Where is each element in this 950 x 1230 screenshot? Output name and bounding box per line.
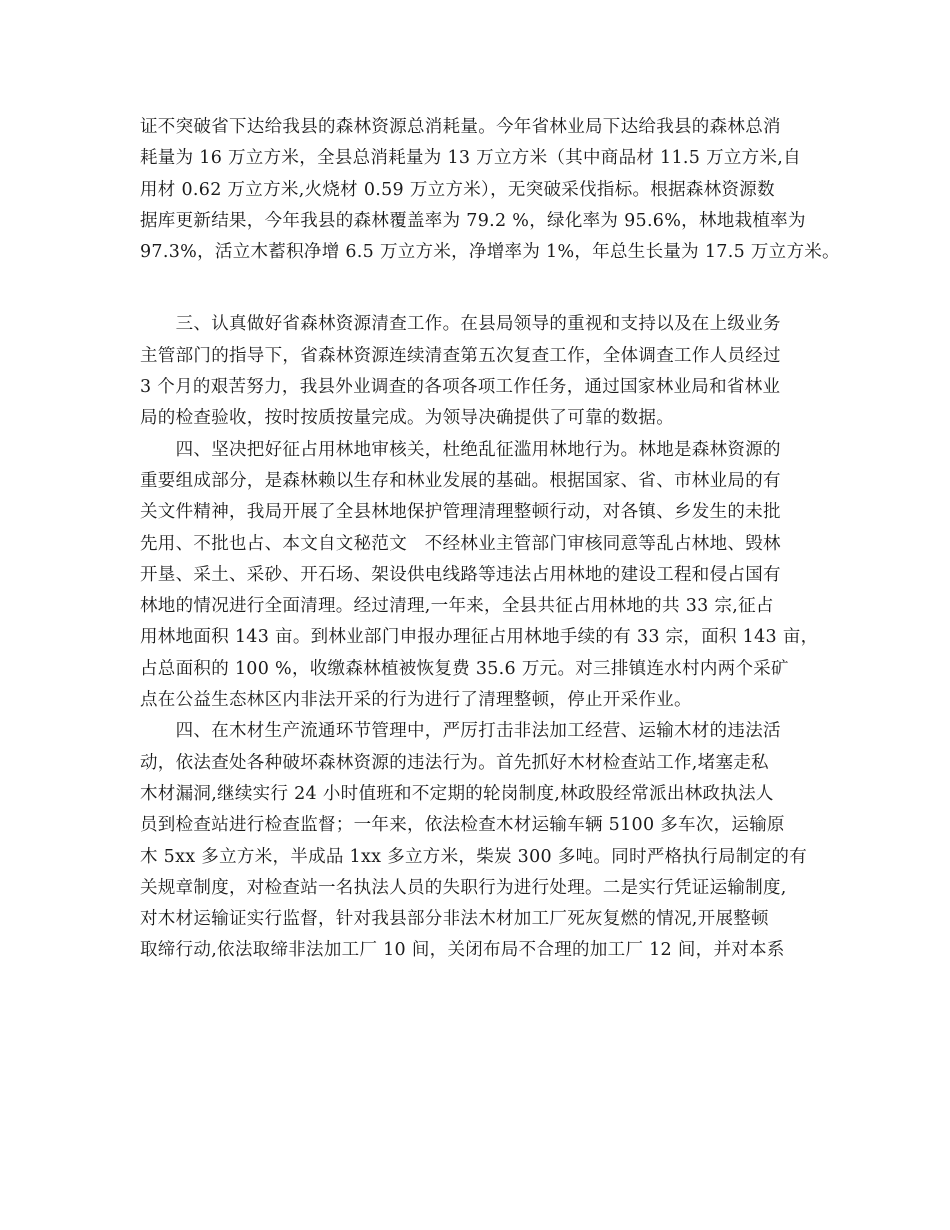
text-line: 主管部门的指导下，省森林资源连续清查第五次复查工作，全体调查工作人员经过 [140, 345, 781, 366]
text-line: 四、坚决把好征占用林地审核关，杜绝乱征滥用林地行为。林地是森林资源的 [140, 439, 781, 460]
text-line: 3 个月的艰苦努力，我县外业调查的各项各项工作任务，通过国家林业局和省林业 [140, 377, 781, 398]
document-body [140, 112, 840, 967]
text-line: 据库更新结果，今年我县的森林覆盖率为 79.2 %，绿化率为 95.6%，林地栽植率为 [140, 210, 806, 231]
text-line: 林地的情况进行全面清理。经过清理,一年来，全县共征占用林地的共 33 宗,征占 [140, 596, 774, 617]
text-line: 取缔行动,依法取缔非法加工厂 10 间，关闭布局不合理的加工厂 12 间，并对本系 [140, 940, 785, 961]
text-line: 用材 0.62 万立方米,火烧材 0.59 万立方米），无突破采伐指标。根据森林资源数 [140, 179, 775, 200]
text-line: 木材漏洞,继续实行 24 小时值班和不定期的轮岗制度,林政股经常派出林政执法人 [140, 783, 774, 804]
text-line: 97.3%，活立木蓄积净增 6.5 万立方米，净增率为 1%，年总生长量为 17.5 万立方米。 [140, 242, 840, 263]
paragraphs-sections [140, 309, 820, 966]
text-line: 开垦、采土、采砂、开石场、架设供电线路等违法占用林地的建设工程和侵占国有 [140, 564, 781, 585]
text-line: 关文件精神，我局开展了全县林地保护管理清理整顿行动，对各镇、乡发生的未批 [140, 502, 781, 523]
text-line: 关规章制度，对检查站一名执法人员的失职行为进行处理。二是实行凭证运输制度, [140, 877, 787, 898]
text-line: 用林地面积 143 亩。到林业部门申报办理征占用林地手续的有 33 宗，面积 143 亩， [140, 627, 819, 648]
paragraph-gap [140, 268, 820, 309]
text-line: 点在公益生态林区内非法开采的行为进行了清理整顿，停止开采作业。 [140, 690, 692, 711]
text-line: 重要组成部分，是森林赖以生存和林业发展的基础。根据国家、省、市林业局的有 [140, 470, 781, 491]
text-line: 占总面积的 100 %，收缴森林植被恢复费 35.6 万元。对三排镇连水村内两个采矿 [140, 658, 789, 679]
text-line: 员到检查站进行检查监督；一年来，依法检查木材运输车辆 5100 多车次，运输原 [140, 815, 785, 836]
text-line: 耗量为 16 万立方米，全县总消耗量为 13 万立方米（其中商品材 11.5 万立方米,自 [140, 148, 801, 169]
text-line: 四、在木材生产流通环节管理中，严厉打击非法加工经营、运输木材的违法活 [140, 721, 781, 742]
text-line: 木 5xx 多立方米，半成品 1xx 多立方米，柴炭 300 多吨。同时严格执行局制定的有 [140, 846, 808, 867]
text-line: 对木材运输证实行监督，针对我县部分非法木材加工厂死灰复燃的情况,开展整顿 [140, 909, 769, 930]
text-line: 先用、不批也占、本文自文秘范文 不经林业主管部门审核同意等乱占林地、毁林 [140, 533, 781, 554]
paragraph-forest-consumption [140, 112, 840, 268]
text-line: 三、认真做好省森林资源清查工作。在县局领导的重视和支持以及在上级业务 [140, 314, 781, 335]
text-line: 局的检查验收，按时按质按量完成。为领导决确提供了可靠的数据。 [140, 408, 674, 429]
text-line: 动，依法查处各种破坏森林资源的违法行为。首先抓好木材检查站工作,堵塞走私 [140, 752, 769, 773]
text-line: 证不突破省下达给我县的森林资源总消耗量。今年省林业局下达给我县的森林总消 [140, 117, 781, 137]
